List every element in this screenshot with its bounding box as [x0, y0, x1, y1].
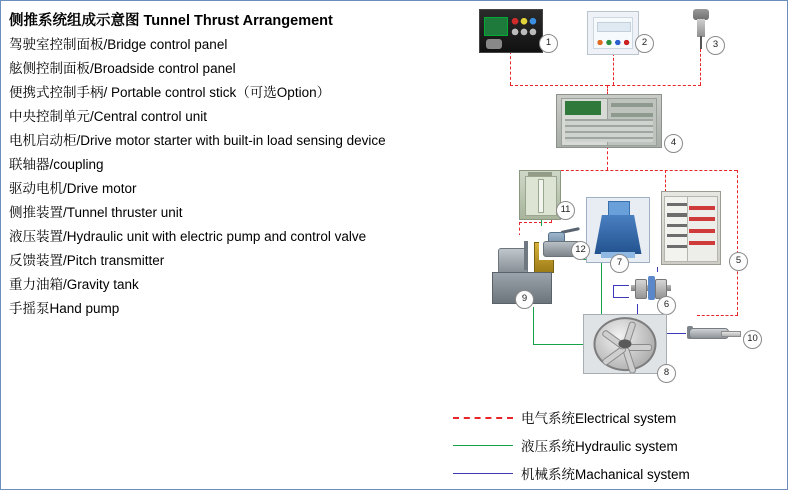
equipment-broadside-control-panel[interactable]	[587, 11, 637, 53]
equipment-central-control-unit[interactable]	[556, 94, 660, 146]
callout-3: 3	[706, 36, 725, 55]
system-key	[453, 405, 788, 489]
callout-1: 1	[539, 34, 558, 53]
equipment-gravity-tank[interactable]	[519, 170, 559, 218]
page-title: 侧推系统组成示意图 Tunnel Thrust Arrangement	[9, 13, 333, 29]
callout-11: 11	[556, 201, 575, 220]
legend-item-10: 反馈装置/Pitch transmitter	[9, 253, 165, 269]
electrical-line-swatch	[453, 417, 513, 419]
callout-9: 9	[515, 290, 534, 309]
key-row-hydraulic	[453, 433, 788, 461]
legend-item-9: 液压装置/Hydraulic unit with electric pump and control valve	[9, 229, 367, 245]
equipment-tunnel-thruster-unit[interactable]	[583, 314, 665, 372]
callout-7: 7	[610, 254, 629, 273]
legend-item-1: 驾驶室控制面板/Bridge control panel	[9, 37, 228, 52]
electrical-line-1	[510, 51, 511, 85]
legend-item-4: 中央控制单元/Central control unit	[9, 109, 208, 125]
bridge-control-panel-icon	[479, 9, 543, 53]
pitch-transmitter-icon	[686, 319, 744, 347]
hydraulic-line-1	[533, 306, 534, 344]
legend-text-column	[9, 9, 459, 325]
electrical-line-10	[697, 315, 738, 316]
electrical-line-2	[510, 85, 608, 86]
legend-item-8: 侧推装置/Tunnel thruster unit	[9, 205, 183, 221]
legend-item-7: 驱动电机/Drive motor	[9, 181, 137, 197]
equipment-drive-motor-starter[interactable]	[661, 191, 719, 263]
legend-item-12: 手摇泵Hand pump	[9, 301, 120, 317]
broadside-control-panel-icon	[587, 11, 639, 55]
electrical-line-3	[613, 53, 614, 85]
key-label-hydraulic: 液压系统Hydraulic system	[521, 439, 678, 454]
callout-4: 4	[664, 134, 683, 153]
electrical-line-14	[665, 170, 666, 192]
mechanical-line-3	[613, 285, 614, 297]
key-row-electrical	[453, 405, 788, 433]
callout-12: 12	[571, 241, 590, 260]
equipment-pitch-transmitter[interactable]	[686, 319, 744, 347]
gravity-tank-icon	[519, 170, 561, 220]
mechanical-line-swatch	[453, 473, 513, 474]
callout-6: 6	[657, 296, 676, 315]
electrical-line-5	[607, 85, 701, 86]
electrical-line-7	[607, 146, 608, 170]
hydraulic-line-2	[533, 344, 589, 345]
callout-8: 8	[657, 364, 676, 383]
callout-10: 10	[743, 330, 762, 349]
tunnel-thruster-unit-icon	[583, 314, 667, 374]
equipment-bridge-control-panel[interactable]	[479, 9, 541, 51]
callout-5: 5	[729, 252, 748, 271]
legend-item-2: 舷侧控制面板/Broadside control panel	[9, 61, 236, 77]
key-label-mechanical: 机械系统Machanical system	[521, 467, 690, 482]
callout-2: 2	[635, 34, 654, 53]
electrical-line-4	[700, 49, 701, 85]
legend-item-3: 便携式控制手柄/ Portable control stick（可选Option）	[9, 85, 331, 101]
electrical-line-12	[519, 222, 552, 223]
electrical-line-8	[551, 170, 737, 171]
legend-item-5: 电机启动柜/Drive motor starter with built-in load sensing device	[9, 133, 386, 149]
key-label-electrical: 电气系统Electrical system	[521, 411, 677, 426]
equipment-drive-motor[interactable]	[586, 197, 648, 261]
central-control-unit-icon	[556, 94, 662, 148]
drive-motor-starter-icon	[661, 191, 721, 265]
electrical-line-9	[737, 170, 738, 315]
legend-item-6: 联轴器/coupling	[9, 157, 104, 173]
key-row-mechanical	[453, 461, 788, 489]
hydraulic-line-swatch	[453, 445, 513, 446]
legend-item-11: 重力油箱/Gravity tank	[9, 277, 139, 293]
